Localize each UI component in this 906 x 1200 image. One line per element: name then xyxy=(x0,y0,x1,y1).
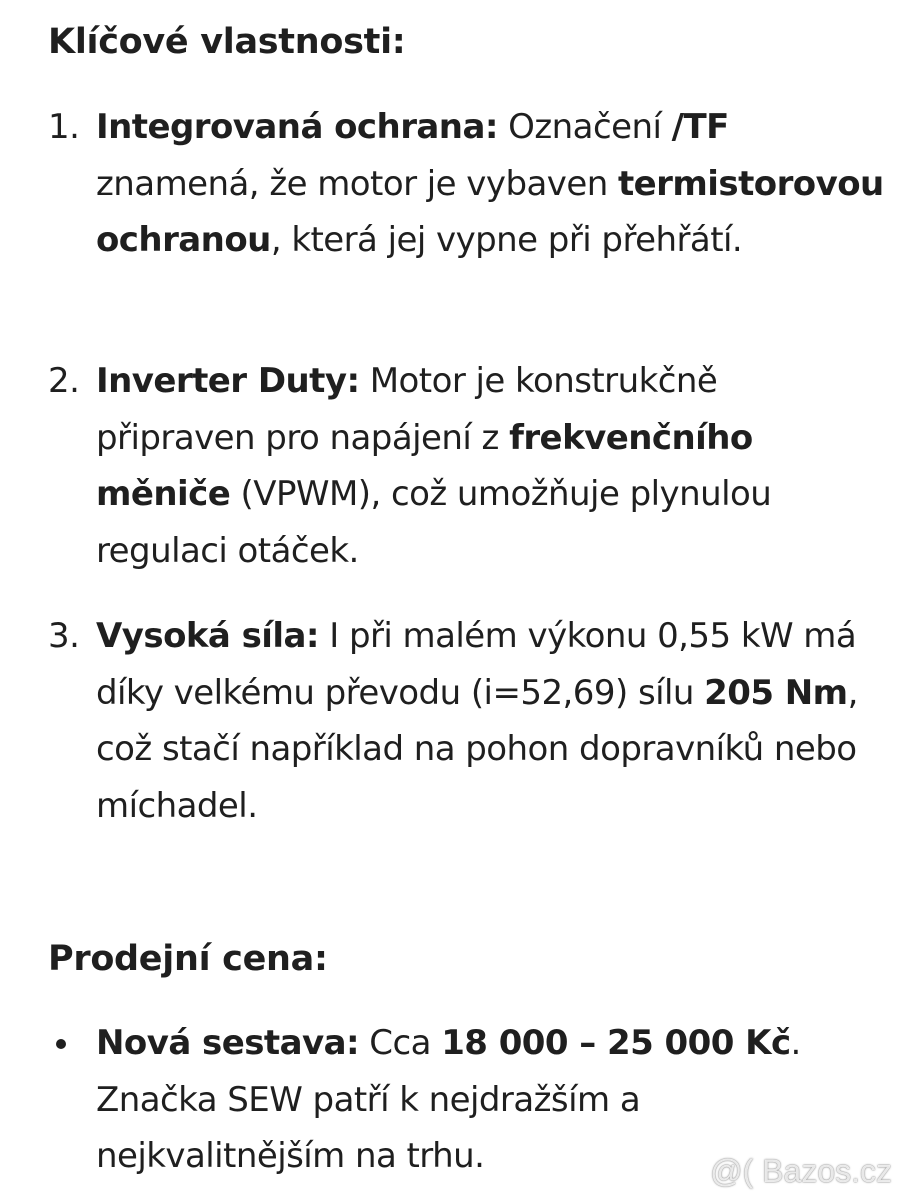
price-title: Nová sestava: xyxy=(96,1023,360,1063)
feature-text: znamená, že motor je vybaven xyxy=(96,163,618,204)
feature-text: (VPWM), což umožňuje plynulou regulaci otáček. xyxy=(96,474,772,571)
price-text: . Značka SEW patří k nejdražším a nejkvalitnějším na trhu. xyxy=(96,1023,801,1176)
feature-title: Inverter Duty: xyxy=(96,361,360,401)
feature-highlight: termistorovou ochranou xyxy=(96,163,884,260)
feature-title: Vysoká síla: xyxy=(96,616,319,656)
price-text: Cca xyxy=(359,1023,442,1063)
bazos-watermark: @( Bazos.cz xyxy=(710,1153,892,1189)
feature-highlight: 205 Nm xyxy=(704,672,848,713)
features-heading: Klíčové vlastnosti: xyxy=(48,22,406,62)
list-number: 1. xyxy=(48,107,80,147)
feature-item-integrated-protection xyxy=(48,99,886,269)
list-number: 2. xyxy=(48,361,80,401)
price-range: 18 000 – 25 000 Kč xyxy=(441,1023,791,1063)
bullet-icon xyxy=(56,1039,66,1049)
list-number: 3. xyxy=(48,616,80,656)
feature-text: , což stačí například na pohon dopravníků nebo míchadel. xyxy=(96,672,858,826)
feature-title: Integrovaná ochrana: xyxy=(96,107,498,147)
price-heading: Prodejní cena: xyxy=(48,939,328,979)
feature-item-inverter-duty xyxy=(48,353,886,579)
feature-highlight: frekvenčního měniče xyxy=(96,417,753,514)
feature-text: Označení xyxy=(497,107,672,147)
feature-text: Motor je konstrukčně připraven pro napájení z xyxy=(96,361,718,458)
feature-text: , která jej vypne při přehřátí. xyxy=(270,220,743,260)
feature-code: /TF xyxy=(671,107,729,147)
feature-item-high-force xyxy=(48,608,886,834)
feature-text: I při malém výkonu 0,55 kW má díky velkému převodu (i=52,69) sílu xyxy=(96,616,857,713)
